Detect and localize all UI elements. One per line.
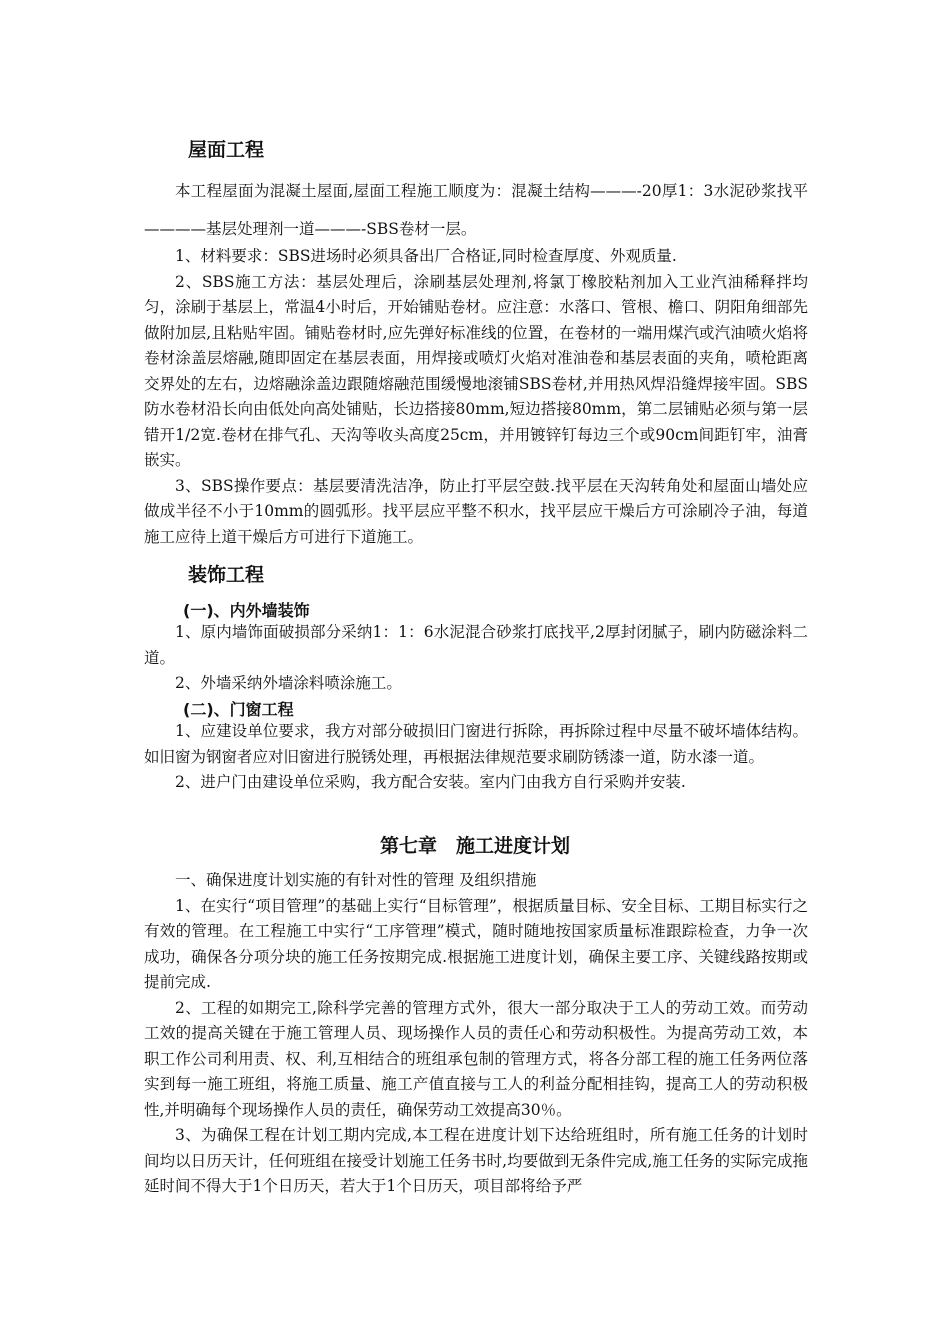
roof-material-paragraph: 1、材料要求：SBS进场时必须具备出厂合格证,同时检查厚度、外观质量. — [175, 247, 677, 265]
roof-intro-paragraph: 本工程屋面为混凝土屋面,屋面工程施工顺度为：混凝土结构———-20厚1：3水泥砂浆找平————基层处理剂一道———-SBS卷材一层。 — [144, 182, 808, 238]
doors-windows-block — [144, 719, 808, 796]
chapter-title: 第七章 施工进度计划 — [379, 835, 570, 857]
roof-intro-block — [144, 172, 808, 248]
subsection-title-doors-windows: (二)、门窗工程 — [183, 700, 294, 719]
section-title-decoration: 装饰工程 — [188, 564, 265, 586]
chapter7-paragraph-2: 2、工程的如期完工,除科学完善的管理方式外，很大一部分取决于工人的劳动工效。而劳动工效的提高关键在于施工管理人员、现场操作人员的责任心和劳动积极性。为提高劳动工效，本职工作公司利用责、权、利,互相结合的班组承包制的管理方式，将各分部工程的施工任务两位落实到每一施工班组，将施工质量、施工产值直接与工人的利益分配相挂钩，提高工人的劳动积极性,并明确每个现场操作人员的责任，确保劳动工效提高30％。 — [144, 998, 808, 1119]
chapter7-paragraph-3: 3、为确保工程在计划工期内完成,本工程在进度计划下达给班组时，所有施工任务的计划时间均以日历天计，任何班组在接受计划施工任务书时,均要做到无条件完成,施工任务的实际完成拖延时间不得大于1个日历天，若大于1个日历天，项目部将给予严 — [144, 1126, 808, 1195]
roof-body-block — [144, 244, 808, 550]
doors-windows-install-paragraph: 2、进户门由建设单位采购，我方配合安装。室内门由我方自行采购并安装. — [175, 773, 686, 791]
walls-block — [144, 620, 808, 697]
doors-windows-removal-paragraph: 1、应建设单位要求，我方对部分破损旧门窗进行拆除，再拆除过程中尽量不破坏墙体结构。如旧窗为钢窗者应对旧窗进行脱锈处理，再根据法律规范要求刷防锈漆一道，防水漆一道。 — [144, 722, 808, 766]
walls-interior-paragraph: 1、原内墙饰面破损部分采纳1：1：6水泥混合砂浆打底找平,2厚封闭腻子，刷内防磁涂料二道。 — [144, 623, 808, 667]
chapter7-block — [144, 868, 808, 1200]
roof-key-points-paragraph: 3、SBS操作要点：基层要清洗洁净，防止打平层空鼓.找平层在天沟转角处和屋面山墙处应做成半径不小于10mm的圆弧形。找平层应平整不积水，找平层应干燥后方可涂刷冷子油，每道施工应待上道干燥后方可进行下道施工。 — [144, 476, 808, 546]
section-title-roof: 屋面工程 — [188, 139, 265, 161]
chapter7-paragraph-1: 1、在实行“项目管理”的基础上实行“目标管理”，根据质量目标、安全目标、工期目标实行之有效的管理。在工程施工中实行“工序管理”模式，随时随地按国家质量标准跟踪检查，力争一次成功，确保各分项分块的施工任务按期完成.根据施工进度计划，确保主要工序、关键线路按期或提前完成. — [144, 896, 808, 991]
roof-method-paragraph: 2、SBS施工方法：基层处理后，涂刷基层处理剂,将氯丁橡胶粘剂加入工业汽油稀释拌均匀，涂刷于基层上，常温4小时后，开始铺贴卷材。应注意：水落口、管根、檐口、阴阳角细部先做附加层,且粘贴牢固。铺贴卷材时,应先弹好标准线的位置，在卷材的一端用煤汽或汽油喷火焰将卷材涂盖层熔融,随即固定在基层表面，用焊接或喷灯火焰对准油卷和基层表面的夹角，喷枪距离交界处的左右，边熔融涂盖边跟随熔融范围缓慢地滚铺SBS卷材,并用热风焊沿缝焊接牢固。SBS防水卷材沿长向由低处向高处铺贴，长边搭接80mm,短边搭接80mm，第二层铺贴必须与第一层错开1/2宽.卷材在排气孔、天沟等收头高度25cm，并用镀锌钉每边三个或90cm间距钉牢，油膏嵌实。 — [144, 272, 808, 469]
chapter7-heading-1: 一、确保进度计划实施的有针对性的管理 及组织措施 — [175, 871, 537, 889]
walls-exterior-paragraph: 2、外墙采纳外墙涂料喷涂施工。 — [175, 674, 402, 692]
subsection-title-walls: (一)、内外墙装饰 — [183, 601, 310, 620]
